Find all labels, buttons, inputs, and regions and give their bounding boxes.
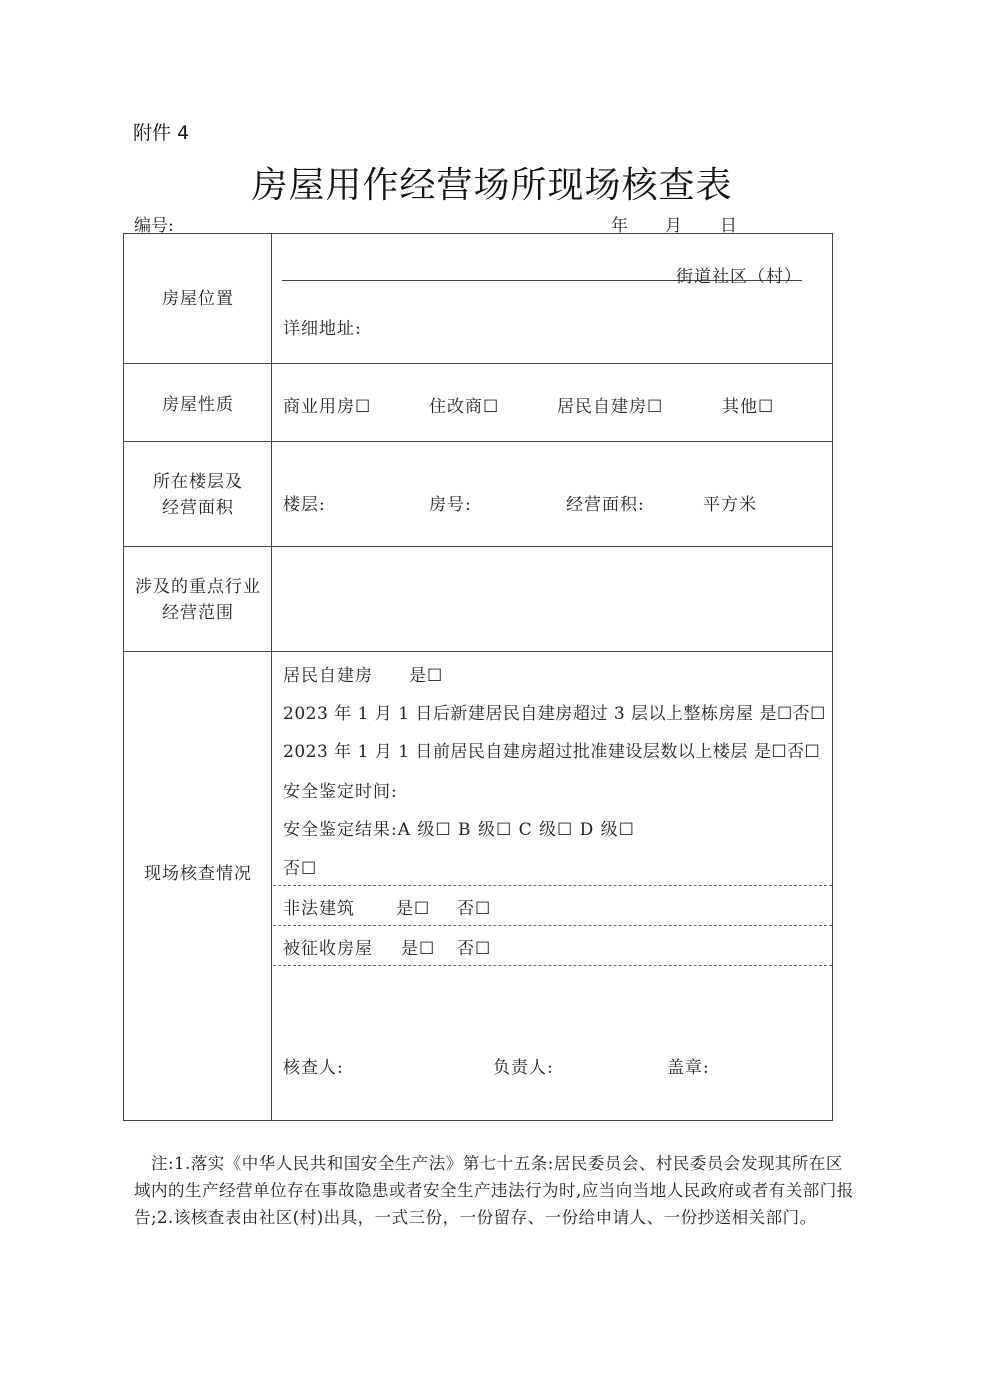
exceed-approved-check[interactable]: 2023 年 1 月 1 日前居民自建房超过批准建设层数以上楼层 是☐否☐ — [283, 742, 821, 762]
area-field-label: 经营面积: — [566, 495, 645, 515]
dashed-divider — [273, 965, 832, 966]
floor-area-label-line1: 所在楼层及 — [153, 472, 243, 492]
table-border-left — [123, 233, 124, 1121]
nature-option-self-built[interactable]: 居民自建房☐ — [557, 397, 664, 417]
date-day-label: 日 — [720, 216, 737, 236]
safety-appraisal-time: 安全鉴定时间: — [283, 782, 398, 802]
nature-option-residential-converted[interactable]: 住改商☐ — [429, 397, 500, 417]
nature-option-commercial[interactable]: 商业用房☐ — [283, 397, 372, 417]
dashed-divider — [273, 925, 832, 926]
new-build-check[interactable]: 2023 年 1 月 1 日后新建居民自建房超过 3 层以上整栋房屋 是☐否☐ — [283, 704, 826, 724]
number-label: 编号: — [134, 216, 174, 236]
floor-area-label-line2: 经营面积 — [162, 498, 234, 518]
inspector-label: 核查人: — [283, 1058, 344, 1078]
illegal-building-no[interactable]: 否☐ — [457, 899, 492, 919]
expropriated-yes[interactable]: 是☐ — [401, 939, 436, 959]
safety-appraisal-result[interactable]: 安全鉴定结果:A 级☐ B 级☐ C 级☐ D 级☐ — [283, 820, 635, 840]
row-divider — [124, 363, 832, 364]
inspection-label: 现场核查情况 — [144, 864, 252, 884]
seal-label: 盖章: — [667, 1058, 710, 1078]
location-label: 房屋位置 — [162, 289, 234, 309]
illegal-building-label: 非法建筑 — [283, 899, 355, 919]
floor-field-label: 楼层: — [283, 495, 326, 515]
date-month-label: 月 — [665, 216, 682, 236]
industry-label-line1: 涉及的重点行业 — [135, 577, 261, 597]
area-unit-label: 平方米 — [703, 495, 757, 515]
row-divider — [124, 546, 832, 547]
appraisal-no-check[interactable]: 否☐ — [283, 859, 318, 879]
page-title: 房屋用作经营场所现场核查表 — [251, 165, 733, 206]
row-divider — [124, 441, 832, 442]
street-community-label: 街道社区（村） — [676, 267, 802, 287]
table-border-top — [124, 233, 832, 234]
date-year-label: 年 — [611, 216, 628, 236]
expropriated-no[interactable]: 否☐ — [457, 939, 492, 959]
industry-label-line2: 经营范围 — [162, 603, 234, 623]
expropriated-label: 被征收房屋 — [283, 939, 373, 959]
industry-label — [124, 574, 272, 626]
dashed-divider — [273, 885, 832, 886]
illegal-building-yes[interactable]: 是☐ — [396, 899, 431, 919]
floor-area-label — [124, 469, 272, 521]
column-divider — [271, 233, 272, 1121]
address-label: 详细地址: — [283, 319, 362, 339]
room-field-label: 房号: — [429, 495, 472, 515]
table-border-right — [832, 233, 833, 1121]
attachment-label: 附件 4 — [133, 122, 190, 144]
nature-option-other[interactable]: 其他☐ — [722, 397, 775, 417]
row-divider — [124, 651, 832, 652]
nature-label: 房屋性质 — [162, 395, 234, 415]
self-built-check[interactable]: 居民自建房 是☐ — [283, 666, 444, 686]
footnote — [134, 1150, 854, 1231]
responsible-person-label: 负责人: — [493, 1058, 554, 1078]
table-border-bottom — [124, 1120, 832, 1121]
footnote-text: 注:1.落实《中华人民共和国安全生产法》第七十五条:居民委员会、村民委员会发现其所在区域内的生产经营单位存在事故隐患或者安全生产违法行为时,应当向当地人民政府或者有关部门报告;2.该核查表由社区(村)出具，一式三份，一份留存、一份给申请人、一份抄送相关部门。 — [134, 1154, 854, 1227]
